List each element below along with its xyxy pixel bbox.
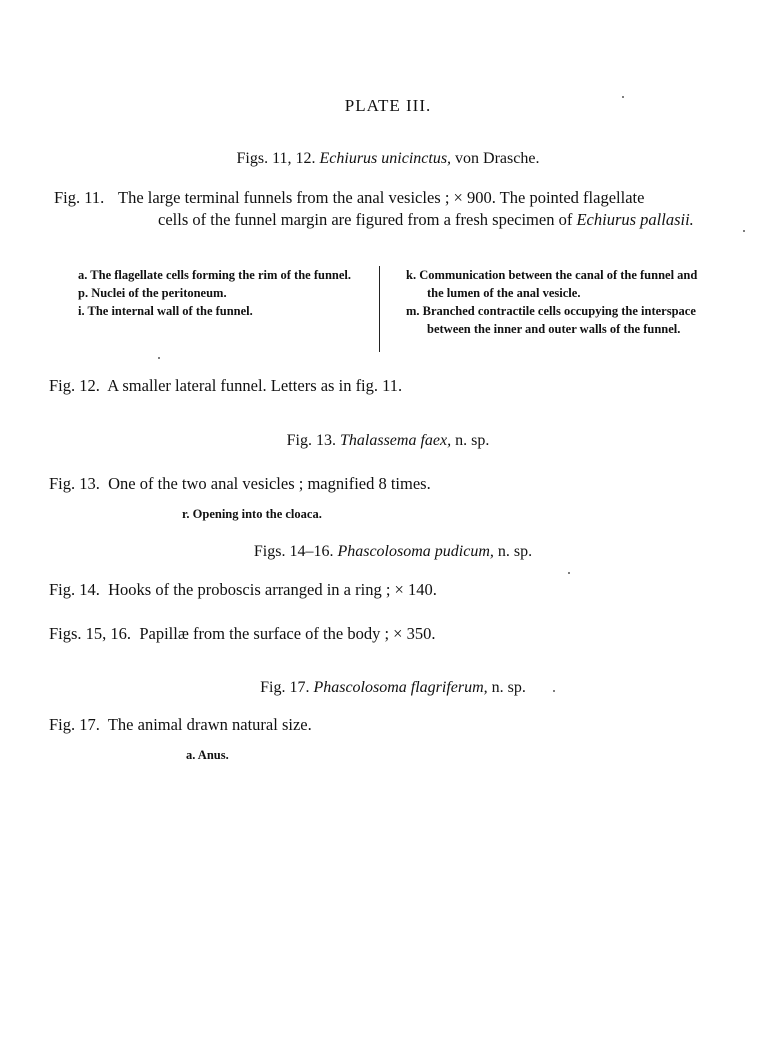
header-species: Phascolosoma pudicum, [337,543,494,560]
header-prefix: Fig. 17. [260,679,310,696]
header-species: Echiurus unicinctus, [319,150,452,167]
fig-label: Fig. 13. [49,474,100,493]
header-suffix: n. sp. [491,679,526,696]
legend-item-i: i. The internal wall of the funnel. [78,304,253,318]
header-prefix: Figs. 14–16. [253,543,334,560]
scan-speck [743,230,745,232]
legend-item-a: a. The flagellate cells forming the rim of the funnel. [78,268,351,282]
plate-title: PLATE III. [344,96,432,115]
fig-11-text-line1: The large terminal funnels from the anal vesicles ; × 900. The pointed flagellate [118,188,645,207]
section-header-phascolosoma-pudicum [0,543,776,561]
legend-item-p: p. Nuclei of the peritoneum. [78,286,227,300]
header-suffix: n. sp. [497,543,533,560]
fig-11-text-line2: cells of the funnel margin are figured from a fresh specimen of [158,210,573,229]
header-suffix: von Drasche. [455,150,540,167]
scan-speck [158,357,160,359]
legend-item-k: k. Communication between the canal of the funnel and the lumen of the anal vesicle. [406,268,698,300]
fig-label: Fig. 14. [49,580,100,599]
fig-17-entry [49,715,312,735]
fig-11-species: Echiurus pallasii. [576,210,694,229]
header-suffix: n. sp. [455,432,490,449]
fig-14-text: Hooks of the proboscis arranged in a ring ; × 140. [108,580,437,599]
section-header-phascolosoma-flagriferum [0,679,776,697]
header-prefix: Fig. 13. [286,432,336,449]
section-header-echiurus [0,150,776,168]
legend-item-anus: a. Anus. [186,748,229,762]
header-species: Phascolosoma flagriferum, [313,679,488,696]
header-prefix: Figs. 11, 12. [236,150,316,167]
legend-item-r: r. Opening into the cloaca. [182,507,322,521]
fig-13-entry [49,474,431,494]
fig-13-text: One of the two anal vesicles ; magnified 8 times. [108,474,431,493]
scan-speck [568,572,570,574]
fig-label: Figs. 15, 16. [49,624,132,643]
fig-14-entry [49,580,437,600]
fig-15-16-text: Papillæ from the surface of the body ; × 350. [139,624,436,643]
fig-12-text: A smaller lateral funnel. Letters as in fig. 11. [107,376,403,395]
scan-speck [622,96,624,98]
scan-speck [553,690,555,692]
fig-11-text-rest [118,209,728,231]
fig-label: Fig. 17. [49,715,100,734]
legend-item-m: m. Branched contractile cells occupying the interspace between the inner and outer walls of the funnel. [406,304,696,336]
legend-right [388,266,703,338]
fig-label: Fig. 11. [54,188,105,207]
section-header-thalassema [0,432,776,450]
legend-divider [379,266,380,352]
fig-17-text: The animal drawn natural size. [107,715,312,734]
legend-left [78,266,373,320]
header-species: Thalassema faex, [340,432,452,449]
fig-12-entry [49,376,402,396]
fig-15-16-entry [49,624,435,644]
fig-label: Fig. 12. [49,376,100,395]
